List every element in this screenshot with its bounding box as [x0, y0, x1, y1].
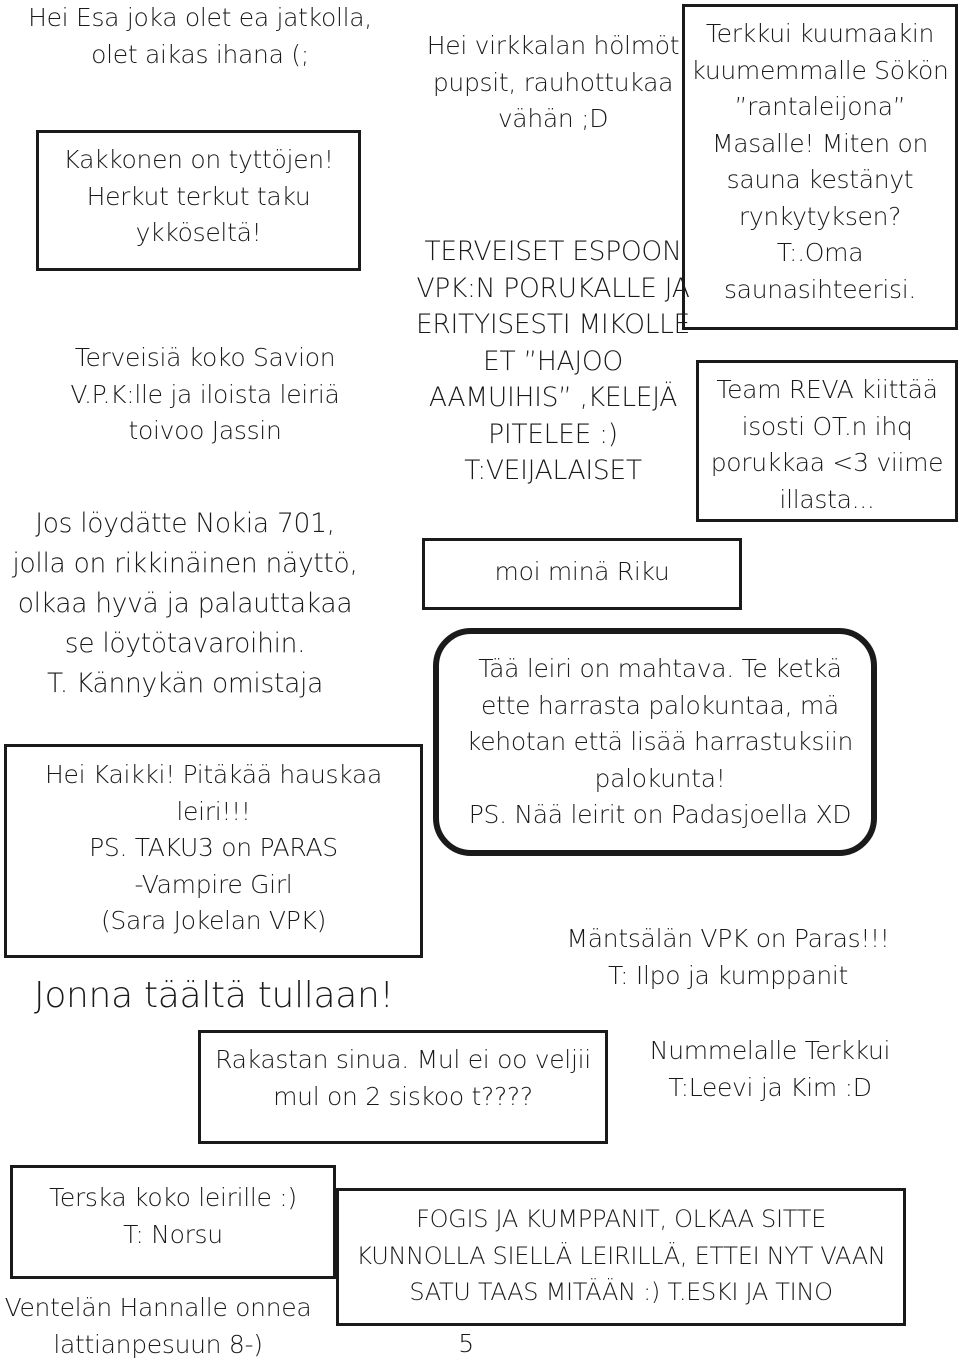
mahtava-note: Tää leiri on mahtava. Te ketkä ette harrasta palokuntaa, mä kehotan että lisää harrastuksiin palokunta! PS. Nää leirit on Padasjoella XD — [466, 654, 854, 829]
reva-note: Team REVA kiittää isosti OT.n ihq porukkaa <3 viime illasta... — [710, 375, 944, 514]
ventela-note: Ventelän Hannalle onnea lattianpesuun 8-) — [4, 1293, 312, 1359]
fogis-note: FOGIS JA KUMPPANIT, OLKAA SITTE KUNNOLLA SIELLÄ LEIRILLÄ, ETTEI NYT VAAN SATU TAAS MITÄÄN :) T.ESKI JA TINO — [356, 1205, 886, 1306]
jonna-note: Jonna täältä tullaan! — [34, 975, 394, 1016]
esa-note: Hei Esa joka olet ea jatkolla, olet aikas ihana (; — [28, 3, 372, 69]
nummela-note: Nummelalle Terkkui T:Leevi ja Kim :D — [649, 1036, 891, 1102]
kakkonen-note: Kakkonen on tyttöjen! Herkut terkut taku ykköseltä! — [63, 145, 334, 247]
mantsala-note: Mäntsälän VPK on Paras!!! T: Ilpo ja kumppanit — [566, 924, 890, 990]
rakastan-note: Rakastan sinua. Mul ei oo veljii mul on 2 siskoo t???? — [215, 1045, 591, 1111]
norsu-note: Terska koko leirille :) T: Norsu — [49, 1183, 297, 1249]
savion-note: Terveisiä koko Savion V.P.K:lle ja iloista leiriä toivoo Jassin — [70, 343, 340, 445]
nokia-note: Jos löydätte Nokia 701, jolla on rikkinäinen näyttö, olkaa hyvä ja palauttakaa se löytötavaroihin. T. Kännykän omistaja — [12, 508, 358, 699]
sokon-note: Terkkui kuumaakin kuumemmalle Sökön ”rantaleijona” Masalle! Miten on sauna kestänyt rynkytyksen? T:.Oma saunasihteerisi. — [691, 19, 949, 304]
espoo-note: TERVEISET ESPOON VPK:N PORUKALLE JA ERITYISESTI MIKOLLE ET ”HAJOO AAMUIHIS” ,KELEJÄ PITELEE :) T:VEIJALAISET — [415, 236, 690, 486]
virkkala-note: Hei virkkalan hölmöt pupsit, rauhottukaa vähän ;D — [426, 31, 680, 133]
page-number: 5 — [458, 1329, 474, 1358]
vampire-note: Hei Kaikki! Pitäkää hauskaa leiri!!! PS. TAKU3 on PARAS -Vampire Girl (Sara Jokelan VPK) — [45, 760, 382, 935]
riku-note: moi minä Riku — [494, 557, 670, 586]
